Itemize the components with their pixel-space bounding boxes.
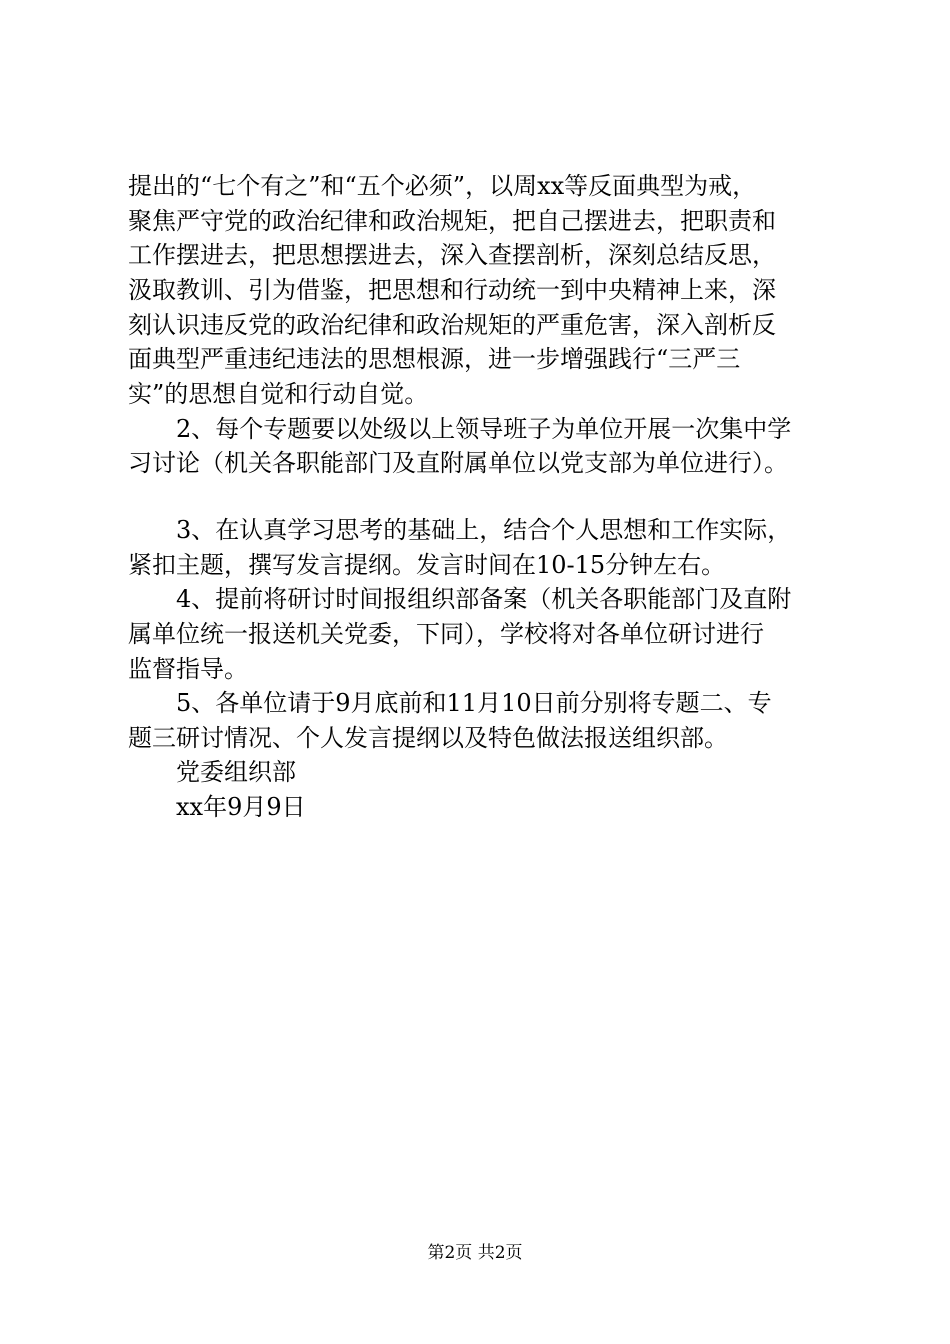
- signature-date: xx年9月9日: [176, 793, 306, 821]
- page-footer: 第2页 共2页: [427, 1243, 523, 1263]
- text-line-4: 汲取教训、引为借鉴，把思想和行动统一到中央精神上来，深: [128, 276, 776, 304]
- signature-org: 党委组织部: [176, 758, 296, 786]
- text-line-7: 实”的思想自觉和行动自觉。: [128, 380, 429, 408]
- text-line-1: 提出的“七个有之”和“五个必须”，以周xx等反面典型为戒，: [128, 172, 757, 200]
- item-4-line-2: 属单位统一报送机关党委，下同），学校将对各单位研讨进行: [128, 620, 764, 648]
- text-line-3: 工作摆进去，把思想摆进去，深入查摆剖析，深刻总结反思，: [128, 241, 776, 269]
- text-line-2: 聚焦严守党的政治纪律和政治规矩，把自己摆进去，把职责和: [128, 207, 776, 235]
- text-line-5: 刻认识违反党的政治纪律和政治规矩的严重危害，深入剖析反: [128, 311, 776, 339]
- text-line-6: 面典型严重违纪违法的思想根源，进一步增强践行“三严三: [128, 345, 741, 373]
- item-3-line-1: 3、在认真学习思考的基础上，结合个人思想和工作实际，: [176, 516, 792, 544]
- item-3-line-2: 紧扣主题，撰写发言提纲。发言时间在10-15分钟左右。: [128, 551, 726, 579]
- item-4-line-3: 监督指导。: [128, 655, 248, 683]
- item-5-line-1: 5、各单位请于9月底前和11月10日前分别将专题二、专: [176, 689, 772, 717]
- item-5-line-2: 题三研讨情况、个人发言提纲以及特色做法报送组织部。: [128, 724, 728, 752]
- item-2-line-2: 习讨论（机关各职能部门及直附属单位以党支部为单位进行）。: [128, 449, 788, 477]
- item-2-line-1: 2、每个专题要以处级以上领导班子为单位开展一次集中学: [176, 415, 792, 443]
- item-4-line-1: 4、提前将研讨时间报组织部备案（机关各职能部门及直附: [176, 585, 792, 613]
